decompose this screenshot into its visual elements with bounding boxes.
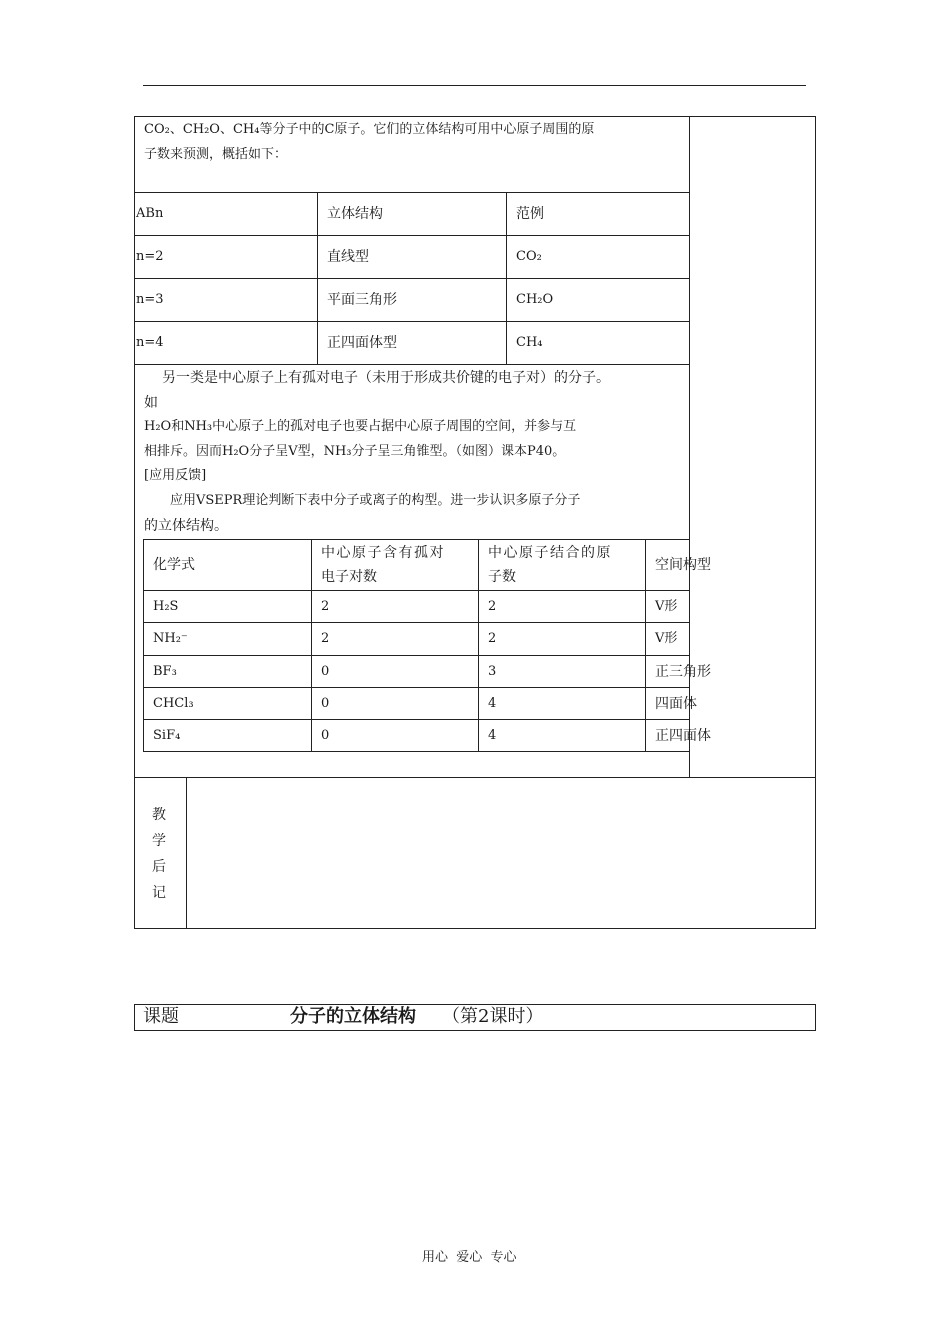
vsepr-cell: 0 — [321, 728, 330, 743]
para-line-4: 相排斥。因而H₂O分子呈V型，NH₃分子呈三角锥型。（如图）课本P40。 — [144, 444, 566, 459]
abn-cell: n=2 — [136, 249, 164, 264]
vsepr-header-geometry: 空间构型 — [655, 557, 711, 573]
vsepr-header-bonded-b: 子数 — [488, 569, 516, 585]
abn-cell: n=3 — [136, 292, 164, 307]
vsepr-cell: V形 — [655, 631, 678, 646]
lesson-label: 课题 — [143, 1006, 179, 1027]
footer-text: 用心 爱心 专心 — [422, 1250, 517, 1265]
intro-line-2: 子数来预测，概括如下： — [144, 147, 288, 162]
vsepr-cell: BF₃ — [153, 664, 177, 679]
frame-left — [134, 116, 135, 929]
afterword-divider — [186, 777, 187, 928]
afterword-char: 学 — [152, 833, 166, 849]
vsepr-cell: NH₂⁻ — [153, 631, 188, 646]
vsepr-cell: 四面体 — [655, 696, 697, 712]
vsepr-cell: V形 — [655, 599, 678, 614]
lesson-suffix: （第2课时） — [442, 1006, 544, 1027]
afterword-char: 后 — [152, 859, 166, 875]
vsepr-cell: 4 — [488, 728, 497, 743]
feedback-heading: [应用反馈] — [144, 468, 207, 483]
vsepr-cell: 0 — [321, 664, 330, 679]
abn-cell: CH₄ — [516, 335, 543, 350]
vsepr-header-lone-pairs-a: 中心原子含有孤对 — [321, 545, 445, 561]
abn-header-structure: 立体结构 — [327, 206, 383, 222]
abn-cell: CH₂O — [516, 292, 554, 307]
abn-header-example: 范例 — [516, 206, 544, 222]
vsepr-cell: 正三角形 — [655, 664, 711, 680]
vsepr-cell: SiF₄ — [153, 728, 181, 743]
frame-bottom — [134, 928, 815, 929]
vsepr-cell: 2 — [321, 599, 330, 614]
vsepr-cell: H₂S — [153, 599, 179, 614]
vsepr-cell: 2 — [488, 631, 497, 646]
header-rule — [143, 85, 806, 86]
abn-cell: n=4 — [136, 335, 164, 350]
vsepr-cell: 4 — [488, 696, 497, 711]
afterword-top — [134, 777, 815, 778]
vsepr-header-bonded-a: 中心原子结合的原 — [488, 545, 612, 561]
abn-cell: CO₂ — [516, 249, 542, 264]
para-line-2: 如 — [144, 395, 158, 411]
para-line-1: 另一类是中心原子上有孤对电子（未用于形成共价键的电子对）的分子。 — [162, 370, 610, 386]
vsepr-header-lone-pairs-b: 电子对数 — [321, 569, 377, 585]
vsepr-cell: 2 — [321, 631, 330, 646]
abn-cell: 正四面体型 — [327, 335, 397, 351]
para-line-5: 应用VSEPR理论判断下表中分子或离子的构型。进一步认识多原子分子 — [170, 493, 581, 508]
vsepr-header-formula: 化学式 — [153, 557, 195, 573]
vsepr-cell: CHCl₃ — [153, 696, 194, 711]
lesson-title: 分子的立体结构 — [290, 1006, 416, 1027]
afterword-char: 教 — [152, 807, 166, 823]
afterword-char: 记 — [152, 885, 166, 901]
para-line-6: 的立体结构。 — [144, 518, 228, 534]
frame-top — [134, 116, 815, 117]
abn-cell: 直线型 — [327, 249, 369, 265]
vsepr-cell: 3 — [488, 664, 497, 679]
intro-line-1: CO₂、CH₂O、CH₄等分子中的C原子。它们的立体结构可用中心原子周围的原 — [144, 122, 595, 137]
para-line-3: H₂O和NH₃中心原子上的孤对电子也要占据中心原子周围的空间，并参与互 — [144, 419, 577, 434]
abn-cell: 平面三角形 — [327, 292, 397, 308]
vsepr-cell: 0 — [321, 696, 330, 711]
frame-right — [815, 116, 816, 929]
vsepr-cell: 2 — [488, 599, 497, 614]
abn-header-abn: ABn — [136, 206, 164, 221]
vsepr-cell: 正四面体 — [655, 728, 711, 744]
